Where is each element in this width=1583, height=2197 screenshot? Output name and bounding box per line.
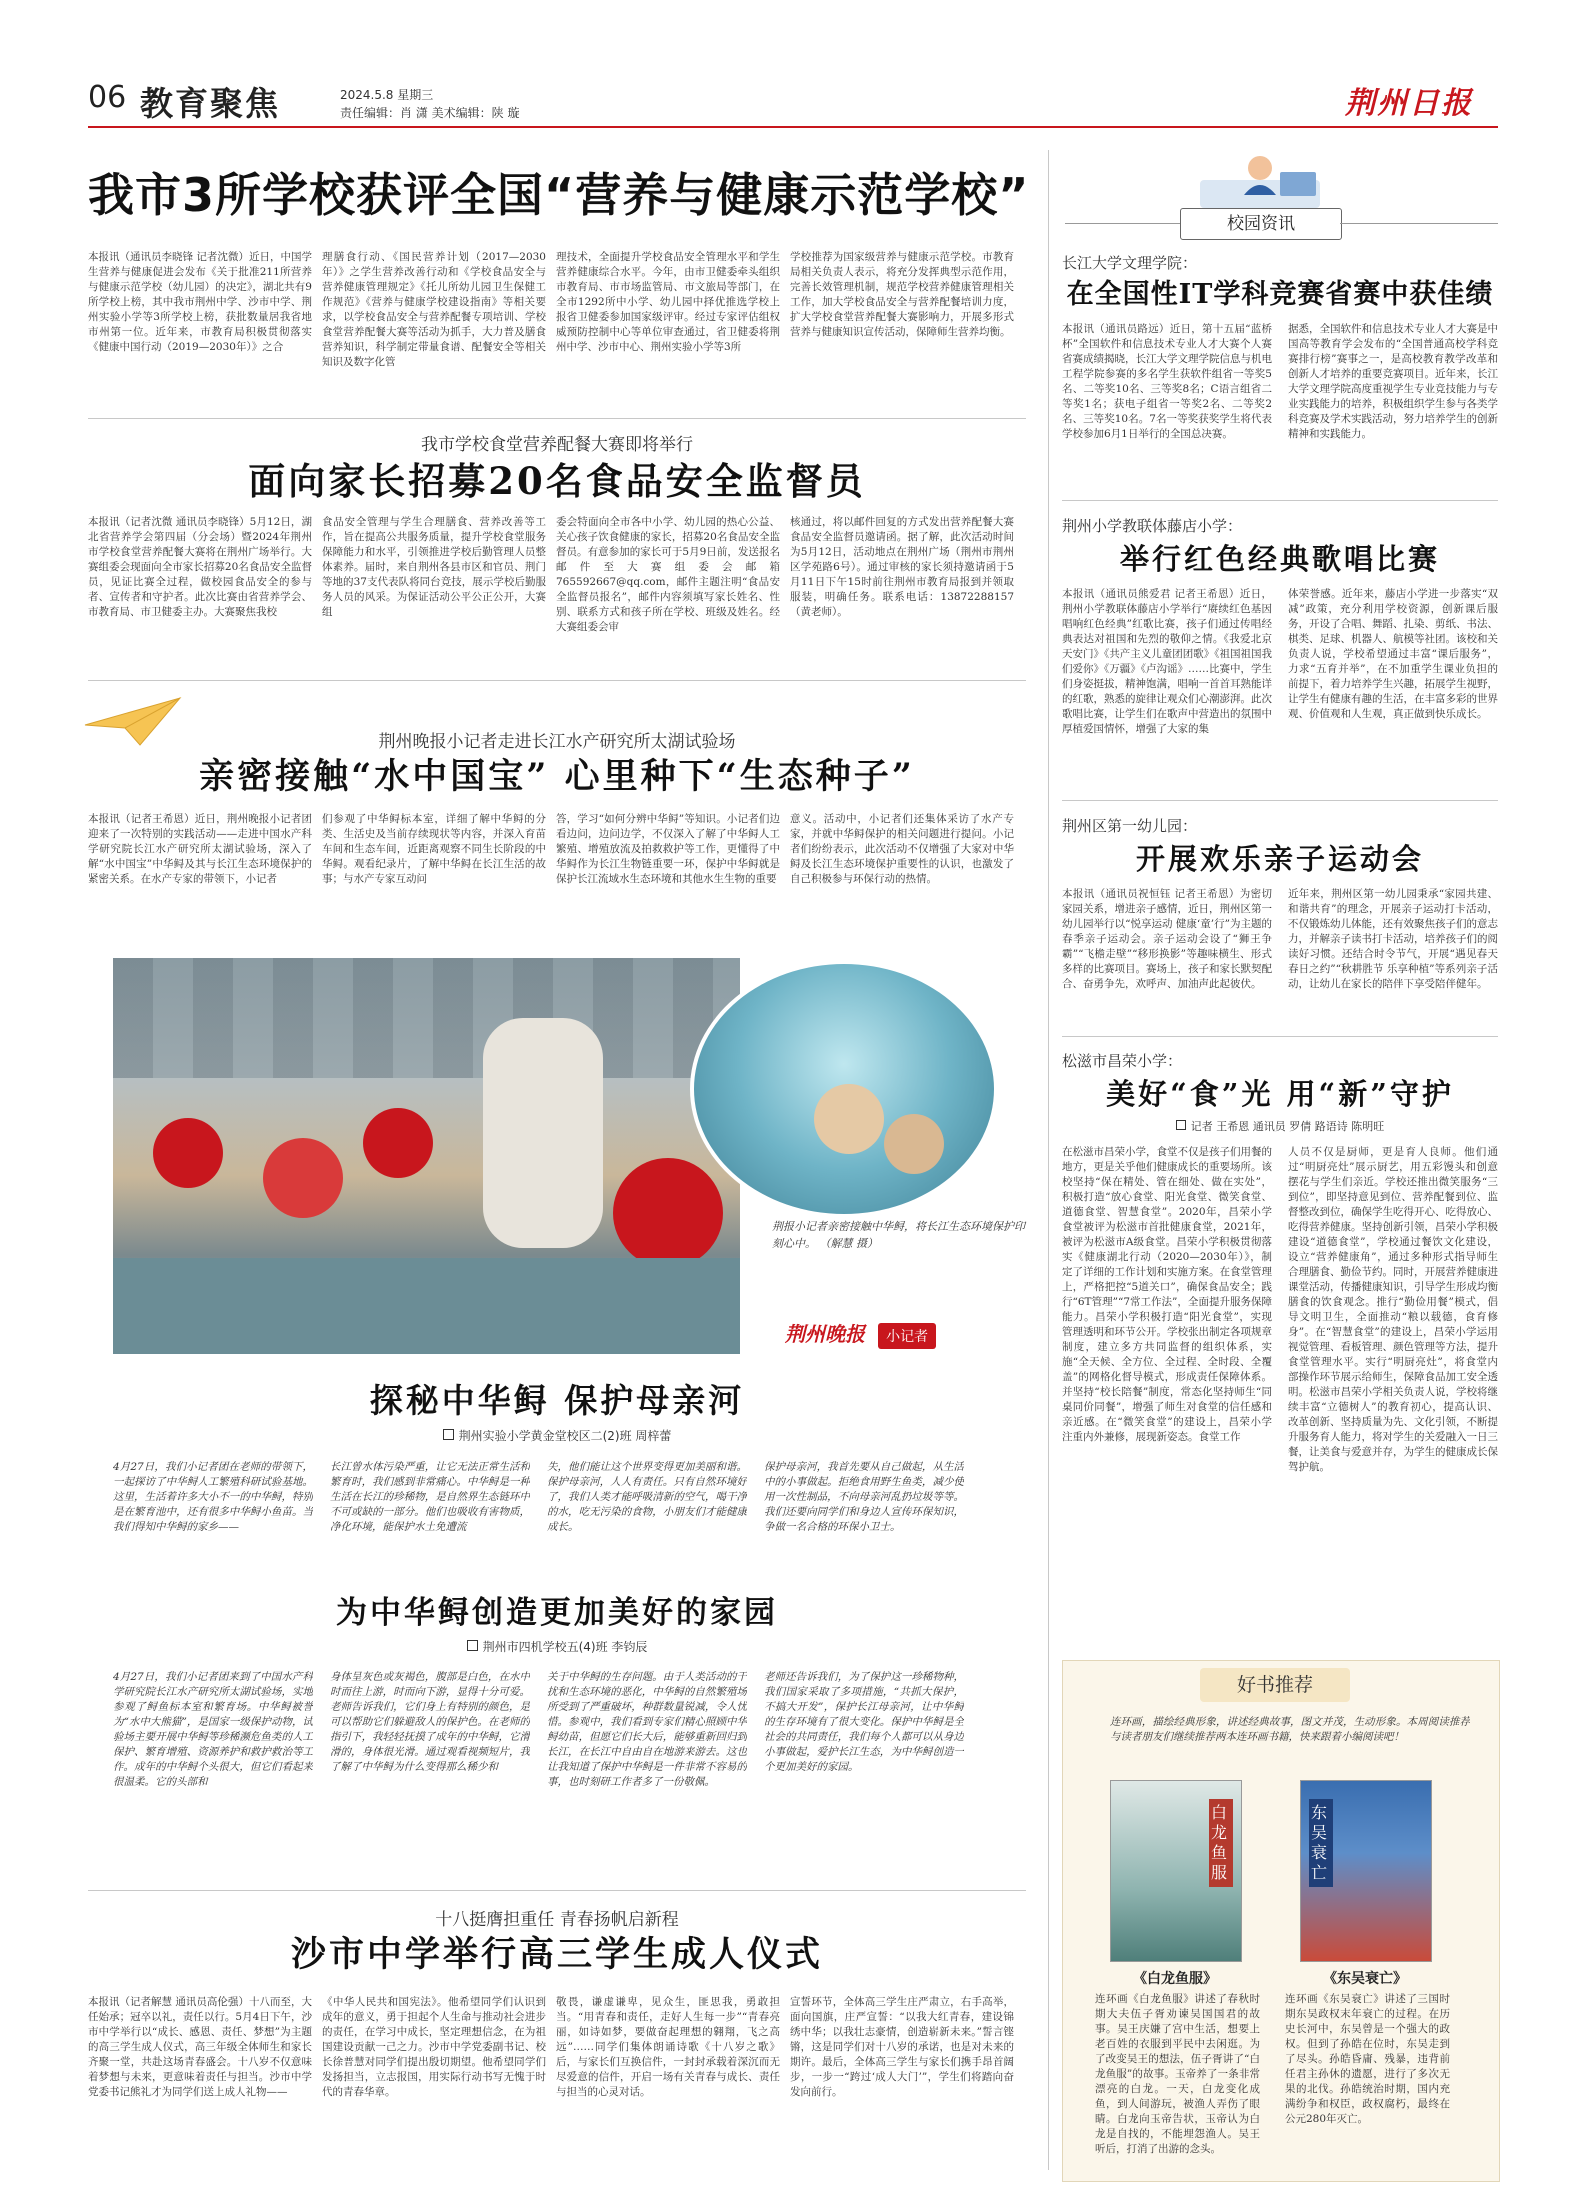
brand-logo: [1345, 78, 1495, 121]
sidebar-item1-col-2: 据悉，全国软件和信息技术专业人才大赛是中国高等教育学会发布的“全国普通高校学科竞赛排行榜”赛事之一，是高校教育教学改革和创新人才培养的重要竞赛项目。近年来，长江大学文理学院高度重视学生专业竞技能力与专业实践能力的培养，积极组织学生参与各类学科竞赛及学术实践活动，努力培养学生的创新精神和实践能力。: [1288, 323, 1498, 440]
sidebar-item4-byline: [1062, 1118, 1498, 1134]
essay1-byline-text: 荆州实验小学黄金堂校区二(2)班 周梓蕾: [458, 1429, 672, 1443]
essay1-byline: [88, 1427, 1026, 1444]
article4-headline: 沙市中学举行高三学生成人仪式: [290, 1934, 823, 1975]
lead-headline: 我市3所学校获评全国“营养与健康示范学校”: [88, 168, 1030, 222]
sidebar-item2-headline: 举行红色经典歌唱比赛: [1119, 542, 1440, 576]
sidebar-item3-headline: 开展欢乐亲子运动会: [1135, 842, 1424, 876]
sidebar-rule: [1048, 150, 1049, 2170]
divider: [1062, 500, 1498, 501]
divider: [88, 1890, 1026, 1891]
sidebar-item3-col-2: 近年来，荆州区第一幼儿园秉承“家园共建、和谐共育”的理念，开展亲子运动打卡活动，不仅锻炼幼儿体能，还有效聚焦孩子们的意志力，并解亲子读书打卡活动，培养孩子们的阅读好习惯。还结合时令节气，开展“遇见春天 春日之约”“秋耕胜节 乐享种植”等系列亲子活动，让幼儿在家长的陪伴下享受陪伴健年。: [1288, 888, 1498, 990]
photo-caption: [772, 1218, 1027, 1252]
essay2-col-1: 4月27日，我们小记者团来到了中国水产科学研究院长江水产研究所太湖试验场，实地参观了鲟鱼标本室和繁育场。中华鲟被誉为“水中大熊猫”，是国家一级保护动物，试验场主要开展中华鲟等珍稀濒危鱼类的人工保护、繁育增殖、资源养护和救护救治等工作。成年的中华鲟个头很大，但它们看起来很温柔。它的头部和: [113, 1671, 313, 1788]
article4-col-3: 敬畏，谦虚谦卑，见众生，匪思我，勇敢担当。“用青春和责任，走好人生每一步”“青春亮丽，如诗如梦，要做奋起理想的翱翔，飞之高远”……同学们集体朗诵诗歌《十八岁之歌》后，与家长们互换信件，一封封承载着深沉而无尽爱意的信件，开启一场有关青春与成长、责任与担当的心灵对话。: [556, 1996, 780, 2098]
essay2-headline: 为中华鲟创造更加美好的家园: [336, 1595, 778, 1631]
article2-headline: 面向家长招募20名食品安全监督员: [248, 459, 866, 503]
article4-col-4: 宣誓环节，全体高三学生庄严肃立，右手高举，面向国旗，庄严宣誓：“以我大红青春，建设锦绣中华；以我壮志豪情，创造崭新未来。”誓言铿锵，这是同学们对十八岁的承诺，也是对未来的期许。最后，全体高三学生与家长们携手昂首阔步，一步一“跨过‘成人大门’”，学生们将踏向奋发向前行。: [790, 1996, 1014, 2098]
issue-date: 2024.5.8 星期三: [340, 88, 434, 102]
essay2-col-4: 老师还告诉我们，为了保护这一珍稀物种，我们国家采取了多项措施，“共抓大保护，不搞大开发”，保护长江母亲河，让中华鲟的生存环境有了很大变化。保护中华鲟是全社会的共同责任，我们每个人都可以从身边小事做起，爱护长江生态，为中华鲟创造一个更加美好的家园。: [764, 1671, 964, 1773]
byline-box-icon: [467, 1640, 478, 1651]
sidebar-badge: 校园资讯: [1180, 208, 1342, 240]
aquarium-inset-photo: [690, 960, 998, 1218]
sidebar-item2-kicker: 荆州小学教联体藤店小学：: [1062, 517, 1243, 535]
article4-col-2: 《中华人民共和国宪法》。他希望同学们认识到成年的意义，勇于担起个人生命与推动社会进步的责任，在学习中成长，坚定理想信念，在为祖国建设贡献一己之力。沙市中学党委副书记、校长徐普慧对同学们提出殷切期望。他希望同学们发扬担当，立志报国，用实际行动书写无愧于时代的青春华章。: [322, 1996, 546, 2098]
sidebar-badge-rule: [1340, 223, 1498, 224]
sidebar-item1-col-1: 本报讯（通讯员路远）近日，第十五届“蓝桥杯”全国软件和信息技术专业人才大赛个人赛省赛成绩揭晓，长江大学文理学院信息与机电工程学院参赛的多名学生获软件组省一等奖5名、二等奖10名、三等奖8名；C语言组省二等奖1名；获电子组省一等奖2名、二等奖2名、三等奖10名。7名一等奖获奖学生将代表学校参加6月1日举行的全国总决赛。: [1062, 323, 1272, 440]
lead-col-3: 理技术，全面提升学校食品安全管理水平和学生营养健康综合水平。今年，由市卫健委牵头组织市教育局、市市场监管局、市文旅局等部门，在全市1292所中小学、幼儿园中择优推选学校上报省卫健委参加国家级评审。经过专家评估组权威预防控制中心等单位审查通过，省卫健委将荆州中学、沙市中心、荆州实验小学等3所: [556, 251, 780, 353]
essay1-col-2: 长江曾水体污染严重，让它无法正常生活和繁育时，我们感到非常痛心。中华鲟是一种生活在长江的珍稀物，是自然界生态链环中不可或缺的一部分。他们也吸收有害物质，净化环境，能保护水土免遭流: [330, 1461, 530, 1533]
book1-cover-title: 白龙鱼服: [1209, 1799, 1233, 1887]
article4-kicker: 十八挺膺担重任 青春扬帆启新程: [435, 1910, 679, 1930]
article2-col-2: 食品安全管理与学生合理膳食、营养改善等工作，旨在提高公共服务质量，提升学校食堂服务保障能力和水平，引领推进学校后勤管理人员整体素养。届时，来自荆州各县市区和官员、荆门等地的37支代表队将同台竞技，展示学校后勤服务人员的风采。为保证活动公平公正公开，大赛组: [322, 516, 546, 618]
sidebar-item4-col-2: 人员不仅是厨师，更是育人良师。他们通过“明厨亮灶”展示厨艺，用五彩馒头和创意摆花与学生们亲近。学校还推出微笑服务“三到位”，即坚持意见到位、营养配餐到位、监督整改到位，确保学生吃得开心、吃得放心、吃得营养健康。坚持创新引领，昌荣小学积极建设“道德食堂”，学校通过餐饮文化建设，设立“营养健康角”，通过多种形式指导师生合理膳食、勤俭节约。同时，开展营养健康进课堂活动，传播健康知识，引导学生形成均衡膳食的饮食观念。推行“勤俭用餐”模式，倡导文明卫生，全面推动“粮以载德，食育修身”。在“智慧食堂”的建设上，昌荣小学运用视觉管理、看板管理、颜色管理等方法，提升食堂管理水平。实行“明厨亮灶”，将食堂内部操作环节展示给师生，保障食品加工安全透明。松滋市昌荣小学相关负责人说，学校将继续丰富“立德树人”的教育初心，提高认识、改革创新、坚持质量为先、文化引领，不断提升服务育人能力，将对学生的关爱融入一日三餐，让美食与爱意并存，为学生的健康成长保驾护航。: [1288, 1146, 1498, 1473]
article3-col-4: 意义。活动中，小记者们还集体采访了水产专家，并就中华鲟保护的相关问题进行提问。小记者们纷纷表示，此次活动不仅增强了大家对中华鲟及长江生态环境保护重要性的认识，也激发了自己积极参与环保行动的热情。: [790, 813, 1014, 885]
book1-desc: 连环画《白龙鱼服》讲述了春秋时期大夫伍子胥劝谏吴国国君的故事。吴王庆嫌了宫中生活，想要上老百姓的衣服到平民中去闲逛。为了改变吴王的想法，伍子胥讲了“白龙鱼服”的故事。玉帝养了一条非常漂亮的白龙。一天，白龙变化成鱼，到人间游玩，被渔人弄伤了眼睛。白龙向玉帝告状，玉帝认为白龙是自找的，不能埋怨渔人。吴王听后，打消了出游的念头。: [1095, 1993, 1260, 2155]
essay2-col-3: 关于中华鲟的生存问题。由于人类活动的干扰和生态环境的恶化，中华鲟的自然繁殖场所受到了严重破坏，种群数量锐减，令人忧惜。参观中，我们看到专家们精心照顾中华鲟幼苗，但愿它们长大后，能够重新回归到长江，在长江中自由自在地游来游去。这也让我知道了保护中华鲟是一件非常不容易的事，也时刻研工作者多了一份敬佩。: [547, 1671, 747, 1788]
editors-line: 责任编辑：肖 潇 美术编辑：陕 璇: [340, 106, 520, 120]
lead-col-4: 学校推荐为国家级营养与健康示范学校。市教育局相关负责人表示，将充分发挥典型示范作用，完善长效管理机制，规范学校营养健康管理相关工作，加大学校食品安全与营养配餐培训力度，扩大学校食堂营养配餐大赛影响力，开展多形式营养与健康知识宣传活动，保障师生营养均衡。: [790, 251, 1014, 338]
caption-text: 荆报小记者亲密接触中华鲟，将长江生态环境保护印刻心中。: [772, 1220, 1025, 1250]
sidebar-item4-kicker: 松滋市昌荣小学：: [1062, 1052, 1183, 1070]
divider: [88, 680, 1026, 681]
book-intro: 连环画，描绘经典形象，讲述经典故事，图文并茂，生动形象。本周阅读推荐与读者朋友们继续推荐两本连环画书籍，快来跟着小编阅读吧！: [1110, 1716, 1470, 1743]
sidebar-item4-byline-text: 记者 王希恩 通讯员 罗倩 路语诗 陈明旺: [1190, 1120, 1385, 1133]
article3-col-3: 答，学习“如何分辨中华鲟”等知识。小记者们边看边问，边问边学，不仅深入了解了中华鲟人工繁殖、增殖放流及拍救救护等工作，更懂得了中华鲟作为长江生物链重要一环，保护中华鲟就是保护长江流域水生态环境和其他水生生物的重要: [556, 813, 780, 885]
essay2-byline: [88, 1638, 1026, 1655]
article3-col-1: 本报讯（记者王希恩）近日，荆州晚报小记者团迎来了一次特别的实践活动——走进中国水产科学研究院长江水产研究所太湖试验场，深入了解“水中国宝”中华鲟及其与长江生态环境保护的紧密关系。在水产专家的带领下，小记者: [88, 813, 312, 885]
essay2-col-2: 身体呈灰色或灰褐色，腹部是白色，在水中时而往上游，时而向下游，显得十分可爱。老师告诉我们，它们身上有特别的颜色，是可以帮助它们躲避敌人的保护色。在老师的指引下，我轻轻抚摸了成年的中华鲟，它滑滑的，身体很光滑。通过观看视频短片，我了解了中华鲟为什么变得那么稀少和: [330, 1671, 530, 1773]
campus-news-illustration: [1180, 150, 1340, 210]
sidebar-item1-headline: 在全国性IT学科竞赛省赛中获佳绩: [1066, 279, 1494, 310]
sidebar-item3-kicker: 荆州区第一幼儿园：: [1062, 817, 1198, 835]
book2-cover: [1300, 1780, 1432, 1962]
lead-col-2: 理膳食行动、《国民营养计划（2017—2030年）》之学生营养改善行动和《学校食品安全与营养健康管理规定》《托儿所幼儿园卫生保健工作规范》《营养与健康学校建设指南》等相关要求，以学校食品安全与营养配餐专项培训、学校食堂营养配餐大赛等活动为抓手，大力普及膳食营养知识，科学制定带量食谱、配餐安全等相关知识及数字化管: [322, 251, 546, 368]
article2-col-4: 核通过，将以邮件回复的方式发出营养配餐大赛食品安全监督员邀请函。据了解，此次活动时间为5月12日，活动地点在荆州广场（荆州市荆州区学苑路6号）。通过审核的家长须持邀请函于5月11日下午15时前往荆州市教育局报到并领取服装，明确任务。联系电话：13872288157（黄老师）。: [790, 516, 1014, 618]
divider: [1062, 800, 1498, 801]
book2-title: 《东吴衰亡》: [1323, 1971, 1407, 1987]
book1-title: 《白龙鱼服》: [1133, 1971, 1217, 1987]
essay1-col-3: 失，他们能让这个世界变得更加美丽和谐。保护母亲河，人人有责任。只有自然环境好了，我们人类才能呼吸清新的空气，喝干净的水，吃无污染的食物，小朋友们才能健康成长。: [547, 1461, 747, 1533]
essay1-headline: 探秘中华鲟 保护母亲河: [369, 1381, 745, 1420]
sidebar-item4-headline: 美好“食”光 用“新”守护: [1106, 1077, 1454, 1111]
children-sturgeon-photo: [113, 958, 740, 1354]
book2-cover-title: 东吴衰亡: [1309, 1799, 1333, 1887]
article3-kicker: 荆州晚报小记者走进长江水产研究所太湖试验场: [378, 732, 736, 752]
page-number: 06: [88, 80, 127, 115]
article2-col-3: 委会特面向全市各中小学、幼儿园的热心公益、关心孩子饮食健康的家长，招募20名食品安全监督员。有意参加的家长可于5月9日前，发送报名邮件至大赛组委会邮箱765592667@qq.com，邮件主题注明“食品安全监督员报名”，邮件内容须填写家长姓名、性别、联系方式和孩子所在学校、班级及姓名。经大赛组委会审: [556, 516, 780, 633]
article2-kicker: 我市学校食堂营养配餐大赛即将举行: [421, 435, 693, 455]
essay1-col-4: 保护母亲河，我首先要从自己做起，从生活中的小事做起。拒绝食用野生鱼类，减少使用一次性制品，不向母亲河乱扔垃圾等等。我们还要向同学们和身边人宣传环保知识，争做一名合格的环保小卫士。: [764, 1461, 964, 1533]
sidebar-item4-col-1: 在松滋市昌荣小学，食堂不仅是孩子们用餐的地方，更是关乎他们健康成长的重要场所。该校坚持“保在精处、管在细处、做在实处”，积极打造“放心食堂、阳光食堂、微笑食堂、道德食堂、智慧食堂”。2020年，昌荣小学食堂被评为松滋市首批健康食堂，2021年，被评为松滋市A级食堂。昌荣小学积极贯彻落实《健康湖北行动（2020—2030年）》，制定了详细的工作计划和实施方案。在食堂管理上，严格把控“5道关口”，确保食品安全；践行“6T管理”“7常工作法”，全面提升服务保障能力。昌荣小学积极打造“阳光食堂”，实现管理透明和环节公开。学校张出制定各项规章制度，建立多方共同监督的组织体系，实施“全天候、全方位、全过程、全时段、全覆盖”的网格化督导模式，形成责任保障体系。并坚持“校长陪餐”制度，常态化坚持师生“同桌同价同餐”，增强了师生对食堂的信任感和亲近感。在“微笑食堂”的建设上，昌荣小学注重内外兼修，展现新姿态。食堂工作: [1062, 1146, 1272, 1443]
book-recommend-label: [1200, 1668, 1350, 1702]
article2-col-1: 本报讯（记者沈微 通讯员李晓锋）5月12日，湖北省营养学会第四届（分会场）暨2024年荆州市学校食堂营养配餐大赛将在荆州广场举行。大赛组委会现面向全市家长招募20名食品安全监督员，见证比赛全过程，做校园食品安全的参与者、宣传者和守护者。此次比赛由省营养学会、市教育局、市卫健委主办。大赛聚焦我校: [88, 516, 312, 618]
essay2-byline-text: 荆州市四机学校五(4)班 李钧辰: [482, 1640, 648, 1654]
sidebar-item2-col-1: 本报讯（通讯员熊爱君 记者王希恩）近日，荆州小学教联体藤店小学举行“赓续红色基因 唱响红色经典”红歌比赛，孩子们通过传唱经典表达对祖国和先烈的敬仰之情。《我爱北京天安门》《共产主义儿童团团歌》《祖国祖国我们爱你》《万疆》《卢沟谣》……比赛中，学生们身姿挺拔，精神饱满，唱响一首首耳熟能详的红歌，熟悉的旋律让观众们心潮澎湃。此次歌唱比赛，让学生们在歌声中营造出的氛围中厚植爱国情怀，增强了大家的集: [1062, 588, 1272, 735]
article3-headline: 亲密接触“水中国宝” 心里种下“生态种子”: [199, 756, 915, 797]
article3-col-2: 们参观了中华鲟标本室，详细了解中华鲟的分类、生活史及当前存续现状等内容，并深入育苗车间和生态车间，近距离观察不同生长阶段的中华鲟。观看纪录片，了解中华鲟在长江生活的故事；与水产专家互动问: [322, 813, 546, 885]
xiaojizhe-stamp: [785, 1318, 1005, 1354]
article4-col-1: 本报讯（记者解慧 通讯员高伦强）十八而至，大任始承；冠卒以礼，责任以行。5月4日下午，沙市中学举行以“成长、感恩、责任、梦想”为主题的高三学生成人仪式，高三年级全体师生和家长齐聚一堂，共赴这场青春盛会。十八岁不仅意味着梦想与未来，更意味着责任与担当。沙市中学党委书记熊礼才为同学们送上成人礼物——: [88, 1996, 312, 2098]
byline-box-icon: [443, 1429, 454, 1440]
divider: [88, 418, 1026, 419]
lead-col-1: 本报讯（通讯员李晓锋 记者沈微）近日，中国学生营养与健康促进会发布《关于批准211所营养与健康示范学校（幼儿园）的决定》，湖北共有9所学校上榜，其中我市荆州中学、沙市中学、荆州实验小学等3所学校上榜，获批数量居我省地市州第一位。近年来，市教育局积极贯彻落实《健康中国行动（2019—2030年）》之合: [88, 251, 312, 353]
book1-cover: [1110, 1780, 1242, 1962]
section-name: 教育聚焦: [140, 84, 280, 123]
book2-desc: 连环画《东吴衰亡》讲述了三国时期东吴政权末年衰亡的过程。在历史长河中，东吴曾是一个强大的政权。但到了孙皓在位时，东吴走到了尽头。孙皓昏庸、残暴，违背前任君主孙休的遗愿，进行了多次无果的北伐。孙皓统治时期，国内充满纷争和权臣，政权腐朽，最终在公元280年灭亡。: [1285, 1993, 1450, 2125]
byline-box-icon: [1176, 1120, 1186, 1130]
header-rule: [88, 126, 1498, 128]
caption-credit: （解慧 摄）: [819, 1237, 878, 1250]
divider: [1062, 1036, 1498, 1037]
stamp-tag: 小记者: [878, 1323, 936, 1349]
essay1-col-1: 4月27日，我们小记者团在老师的带领下，一起探访了中华鲟人工繁殖科研试验基地。这里，生活着许多大小不一的中华鲟，特别是在繁育池中，还有很多中华鲟小鱼苗。当我们得知中华鲟的家乡——: [113, 1461, 313, 1533]
sidebar-item2-col-2: 体荣誉感。近年来，藤店小学进一步落实“双减”政策，充分利用学校资源，创新课后服务，开设了合唱、舞蹈、扎染、剪纸、书法、棋类、足球、机器人、航模等社团。该校和关负责人说，学校希望通过丰富“课后服务”，力求“五育并举”，在不加重学生课业负担的前提下，着力培养学生兴趣，拓展学生视野，让学生有健康有趣的生活，在丰富多彩的世界观、价值观和人生观，真正做到快乐成长。: [1288, 588, 1498, 720]
brand-name: 荆州日报: [1345, 86, 1473, 121]
book-recommend-text: 好书推荐: [1236, 1674, 1313, 1696]
sidebar-item3-col-1: 本报讯（通讯员祝恒钰 记者王希恩）为密切家园关系，增进亲子感情，近日，荆州区第一幼儿园举行以“悦享运动 健康‘童’行”为主题的春季亲子运动会。亲子运动会设了“狮王争霸”“飞檐走壁”“移形换影”等趣味横生、形式多样的比赛项目。赛场上，孩子和家长默契配合、奋勇争先，欢呼声、加油声此起彼伏。: [1062, 888, 1272, 990]
sidebar-item1-kicker: 长江大学文理学院：: [1062, 254, 1198, 272]
sidebar-badge-rule: [1065, 223, 1180, 224]
page-header: [0, 0, 1583, 140]
stamp-brand: 荆州晚报: [785, 1322, 865, 1346]
